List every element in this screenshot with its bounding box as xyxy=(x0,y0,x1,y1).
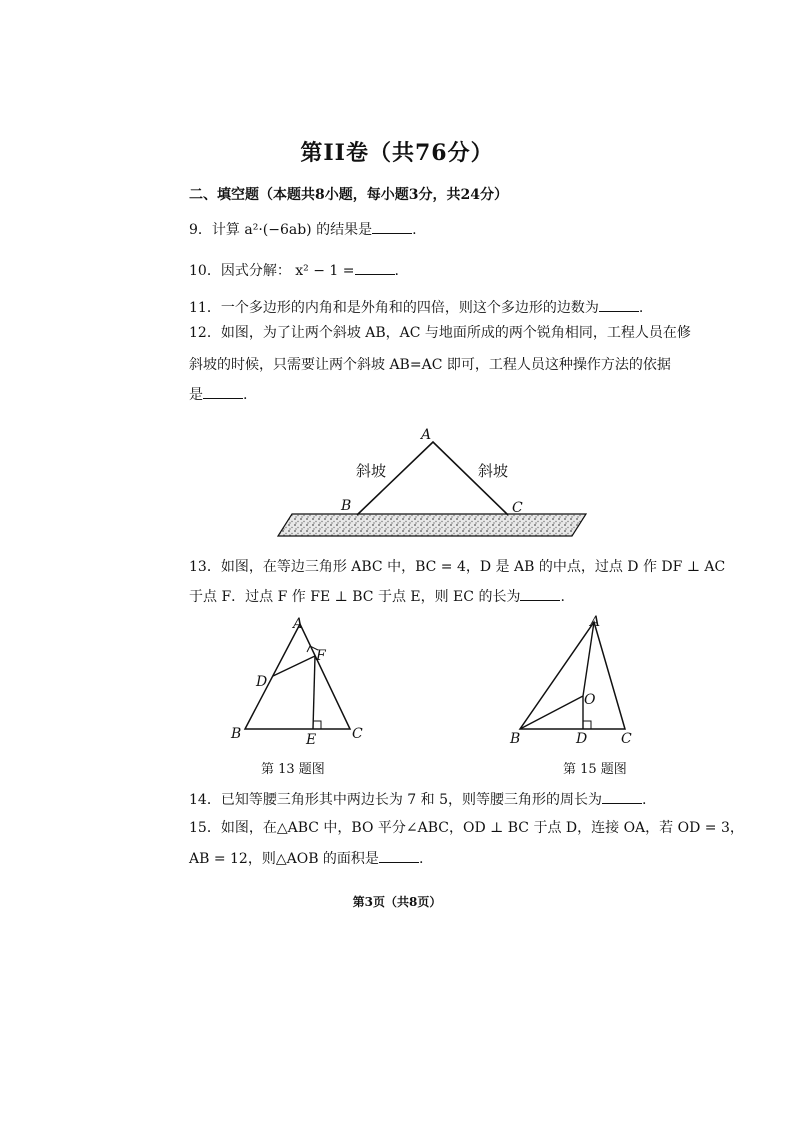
label-e: E xyxy=(306,732,317,747)
label-c: C xyxy=(352,726,363,742)
triangle-abc xyxy=(520,622,625,729)
section-heading: 二、填空题（本题共8小题，每小题3分，共24分） xyxy=(189,187,508,203)
question-12-text: 是 xyxy=(189,387,203,403)
question-15-text: AB = 12，则△AOB 的面积是 xyxy=(189,851,379,867)
question-10-text: 10．因式分解： x² − 1 = xyxy=(189,263,355,279)
slope-left-label: 斜坡 xyxy=(356,462,387,480)
question-11: 11．一个多边形的内角和是外角和的四倍，则这个多边形的边数为 . xyxy=(189,297,643,318)
label-b: B xyxy=(231,726,242,742)
question-14-text: 14．已知等腰三角形其中两边长为 7 和 5，则等腰三角形的周长为 xyxy=(189,792,602,808)
slope-figure xyxy=(270,422,600,542)
question-12-line-3: 是 . xyxy=(189,384,247,405)
figure-13-caption: 第 13 题图 xyxy=(261,762,325,777)
page-footer: 第3页（共8页） xyxy=(352,895,442,909)
answer-blank-10[interactable] xyxy=(355,260,395,275)
question-13-line-2: 于点 F．过点 F 作 FE ⊥ BC 于点 E，则 EC 的长为 . xyxy=(189,586,565,607)
label-d: D xyxy=(256,674,268,690)
question-12-line-2: 斜坡的时候，只需要让两个斜坡 AB=AC 即可，工程人员这种操作方法的依据 xyxy=(189,357,671,373)
figure-15-caption: 第 15 题图 xyxy=(563,762,627,777)
label-b: B xyxy=(510,731,521,747)
label-c: C xyxy=(512,500,523,516)
label-b: B xyxy=(341,498,352,514)
answer-blank-15[interactable] xyxy=(379,848,419,863)
label-a: A xyxy=(421,427,432,443)
answer-blank-11[interactable] xyxy=(599,297,639,312)
label-d: D xyxy=(576,731,588,747)
answer-blank-9[interactable] xyxy=(372,219,412,234)
slope-right-label: 斜坡 xyxy=(478,462,509,480)
question-14: 14．已知等腰三角形其中两边长为 7 和 5，则等腰三角形的周长为 . xyxy=(189,789,646,810)
question-15-line-1: 15．如图，在△ABC 中，BO 平分∠ABC，OD ⊥ BC 于点 D，连接 OA，若 OD = 3， xyxy=(189,820,744,836)
right-angle-e xyxy=(313,721,321,729)
right-angle-d xyxy=(583,721,591,729)
segment-df xyxy=(273,656,315,676)
question-11-text: 11．一个多边形的内角和是外角和的四倍，则这个多边形的边数为 xyxy=(189,300,599,316)
label-a: A xyxy=(590,614,601,630)
question-12-line-1: 12．如图，为了让两个斜坡 AB，AC 与地面所成的两个锐角相同，工程人员在修 xyxy=(189,325,691,341)
figure-15 xyxy=(500,612,650,747)
answer-blank-14[interactable] xyxy=(602,789,642,804)
label-c: C xyxy=(621,731,632,747)
question-10: 10．因式分解： x² − 1 = . xyxy=(189,260,399,281)
label-o: O xyxy=(584,692,596,708)
label-a: A xyxy=(293,616,304,632)
question-9-text: 9．计算 a²·(−6ab) 的结果是 xyxy=(189,222,373,238)
segment-bo xyxy=(520,696,583,729)
figure-13 xyxy=(225,612,375,747)
segment-fe xyxy=(313,656,315,729)
segment-oa xyxy=(583,622,594,696)
answer-blank-13[interactable] xyxy=(520,586,560,601)
ground-strip xyxy=(278,514,586,536)
label-f: F xyxy=(316,648,326,664)
answer-blank-12[interactable] xyxy=(203,384,243,399)
question-13-line-1: 13．如图，在等边三角形 ABC 中，BC = 4，D 是 AB 的中点，过点 D 作 DF ⊥ AC xyxy=(189,559,726,575)
question-13-text: 于点 F．过点 F 作 FE ⊥ BC 于点 E，则 EC 的长为 xyxy=(189,589,521,605)
question-9: 9．计算 a²·(−6ab) 的结果是 . xyxy=(189,219,417,240)
question-15-line-2: AB = 12，则△AOB 的面积是 . xyxy=(189,848,423,869)
exam-part-title: 第II卷（共76分） xyxy=(300,140,494,166)
